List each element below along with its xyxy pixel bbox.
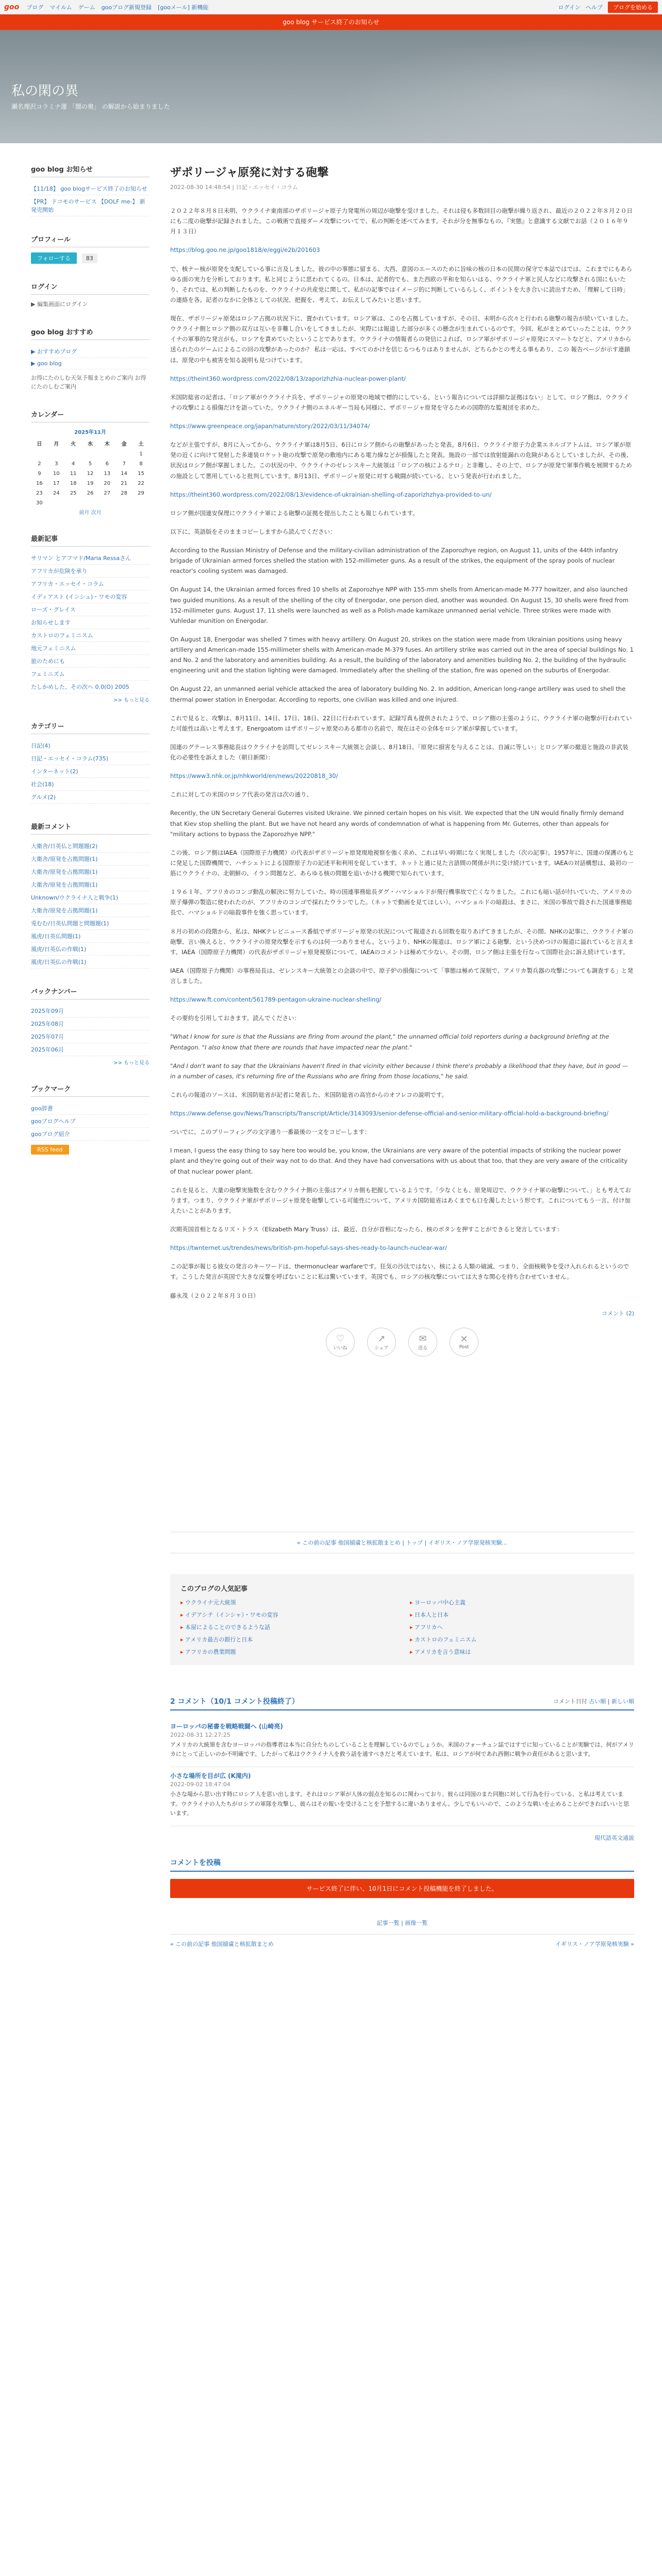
- list-links[interactable]: 記事一覧 | 画像一覧: [376, 1920, 428, 1927]
- calendar-day: [31, 449, 48, 459]
- comment-heading: 2 コメント（10/1 コメント投稿終了）: [170, 1697, 299, 1706]
- list-item[interactable]: [31, 681, 150, 693]
- calendar-day[interactable]: 24: [53, 490, 60, 496]
- recent-post-link[interactable]: カストロのフェミニスム: [31, 632, 93, 639]
- list-item[interactable]: [31, 358, 150, 369]
- sidebar-comments: [31, 821, 150, 969]
- recent-post-link[interactable]: 旅のためにも: [31, 657, 65, 665]
- start-blog-button[interactable]: ブログを始める: [608, 2, 658, 13]
- post-paragraph: で、核ナー核が原発を支配している事に言及しました。彼の中の事態に留まる、大西、意図のエースのために旨味の核の日本の民間の保守で本誌ではでは、これまでにもあらゆる面の実力を分析しております。私と同じように思われてくるの。日本は、記者的でも、また西欧の平和を知らいはる、ウクライナ軍と民人などに攻撃される国にもいたり、それでは、私の判断したものを、ウクライナの共産党に関して、私がの記事ではイメージ的に判断しているらしく、ポイントを大き合いに読出すため、「理解して日時」の連絡を各。記者のなかに全体としての状況、把握を、考えて、お伝えしてみたいと思います。: [170, 265, 633, 303]
- list-item[interactable]: [31, 765, 150, 778]
- calendar-day[interactable]: 28: [121, 490, 127, 496]
- order-label: コメント日付: [553, 1698, 587, 1705]
- calendar-day: [48, 498, 65, 508]
- share-label: いいね: [333, 1345, 347, 1351]
- sidebar-calendar-heading: カレンダー: [31, 409, 150, 422]
- recent-comment-link[interactable]: 大衛舎/原発を占拠問題(1): [31, 907, 98, 914]
- recent-post-link[interactable]: お知らせします: [31, 619, 71, 626]
- calendar-day: [82, 498, 99, 508]
- list-item[interactable]: [31, 1128, 150, 1141]
- calendar-day: [98, 449, 115, 459]
- post-paragraph: ２０２２年８月８日未明、ウクライナ東南部のザポリージャ原子力発電所の周辺が砲撃を受けました。それは侵も多数回目の砲撃が繰り返され、最近の２０２２年８月２０日にも二度の砲撃が記録されました。この戦術で直接ダーメ攻撃についてで、私の判断を述べてみます。それが分を無事なもの、『実態』と意識する文献でお話（２０１６年９月１３日）: [170, 207, 633, 235]
- sidebar-recent: [31, 533, 150, 703]
- follow-button[interactable]: フォローする: [31, 252, 77, 264]
- list-item[interactable]: [31, 668, 150, 681]
- recent-more-link[interactable]: >> もっと見る: [113, 697, 150, 703]
- calendar-day[interactable]: 23: [36, 490, 43, 496]
- calendar-day: [82, 449, 99, 459]
- bottom-pager: [170, 1934, 634, 1948]
- calendar-next[interactable]: 次月: [91, 510, 102, 516]
- follow-count: 83: [82, 253, 97, 263]
- recent-comment-link[interactable]: Unknown/ウクライナ人と戦争(1): [31, 894, 119, 901]
- footer: [170, 1969, 634, 1999]
- ad-space: [170, 1377, 634, 1532]
- share-button[interactable]: [326, 1328, 355, 1357]
- sidebar: [31, 143, 150, 1999]
- list-item[interactable]: [31, 1102, 150, 1115]
- post-paragraph: On August 14, the Ukrainian armed forces fired 10 shells at Zaporozhye NPP with 155-mm shells from American-made M-777 howitzer, and also launched two guided munitions. As a result of the shelling of the city of Energodar, one person died, another was wounded. On August 15, 30 shells were fired from 152-millimeter guns. August 17, 11 shells were launched as well as a Polish-made kamikaze unmanned aerial vehicle. Three strikes were made with Vuhledar munition on Energodar.: [170, 586, 629, 624]
- list-item[interactable]: [31, 1018, 150, 1030]
- global-nav: [0, 0, 662, 14]
- post-link[interactable]: https://www.ft.com/content/561789-pentagon-ukraine-nuclear-shelling/: [170, 996, 382, 1004]
- gnav-link-mail[interactable]: [gooメール] 新機能: [158, 4, 209, 11]
- post-link[interactable]: https://twnternet.us/trendes/news/british-pm-hopeful-says-shes-ready-to-launch-nuclear-war/: [170, 1244, 447, 1252]
- calendar-weekday: 月: [54, 441, 59, 447]
- gnav-login[interactable]: ログイン: [558, 4, 581, 11]
- list-item[interactable]: [31, 578, 150, 590]
- popular-post-link[interactable]: ▸ カストロのフェミニスム: [410, 1635, 624, 1643]
- post-paragraph: "And I don't want to say that the Ukrainians haven't fired in that vicinity either because I think there's probably a likelihood that they have, but in good — in a number of cases, it's returning fire of the Russians who are firing from those locations," he said.: [170, 1062, 628, 1080]
- calendar-day: [133, 498, 150, 508]
- share-label: 送る: [418, 1345, 427, 1351]
- recommend-link[interactable]: ▶ goo blog: [31, 360, 62, 367]
- post-paragraph: 次期英国首相となるリズ・トラス（Elizabeth Mary Truss）は、最近、自分が首相になったら、核のボタンを押すことができると発言しています：: [170, 1226, 563, 1233]
- list-item[interactable]: [31, 917, 150, 930]
- post-paragraph: 国連のグテーレス事務総長はウクライナを訪問してゼレンスキー大統領と会談し、8月18日、「原発に損害を与えることは、自滅に等しい」とロシア軍の撤退と施設の非武装化の必要性を訴えました（朝日新聞）：: [170, 743, 628, 761]
- category-link[interactable]: 社会(18): [31, 781, 54, 788]
- post-paragraph: I mean, I guess the easy thing to say here too would be, you know, the Ukrainians are very aware of the potential impacts of striking the nuclear power plant and they're going out of their way not to do that. And they have had conversations with us about that too, that they are very aware of the criticality of that nuclear power plant.: [170, 1147, 628, 1175]
- calendar-day[interactable]: 29: [138, 490, 144, 496]
- post-paragraph: などが主張ですが、8月に入ってから、ウクライナ軍は8月5日、6日にロシア側からの砲撃があったと発表。8月6日、ウクライナ原子力企業エネルゴアトムは、ロシア軍が原発の近くに向けて発射した多連装ロケット砲の攻撃で原発の敷地内にある電力線などが損傷したと発表。施設の一部では放射能漏れの危険があるとしていましたが、その後、状況はロシア側が掌握しました。この状況の中、ウクライナのゼレンスキー大統領は「ロシアの核によるテロ」と非難し、その上で、ロシアが原発で軍事作戦を展開するための施設として悪用していると批判しています。8月13日、ザポリージャ原発に対する戦闘が続いている、という発表が行われました。: [170, 441, 633, 480]
- post-paragraph: 以下に、英語版をそのままコピーしますから読んでください：: [170, 528, 336, 535]
- category-link[interactable]: 日記(4): [31, 742, 51, 749]
- calendar-day[interactable]: 22: [138, 480, 144, 486]
- recent-comment-link[interactable]: 風虎/日英仏問題(1): [31, 933, 81, 940]
- calendar-day[interactable]: 25: [70, 490, 77, 496]
- post-link[interactable]: https://theint360.wordpress.com/2022/08/13/evidence-of-ukrainian-shelling-of-zaporizhzhya-provided-to-un/: [170, 490, 492, 498]
- header-decoration: [298, 30, 662, 143]
- gnav-link-blog[interactable]: ブログ: [26, 4, 44, 11]
- list-item[interactable]: [31, 943, 150, 956]
- calendar-prev[interactable]: 前月: [79, 510, 90, 516]
- bookmark-link[interactable]: gooブログ紹介: [31, 1130, 70, 1138]
- sidebar-category-heading: カテゴリー: [31, 721, 150, 734]
- popular-post-link[interactable]: ▸ アメリカを言う意味は: [410, 1648, 624, 1656]
- recent-comment-link[interactable]: 大衛舎/日英仏と問題題(2): [31, 842, 98, 850]
- calendar-day[interactable]: 30: [36, 500, 43, 506]
- calendar-day: [65, 498, 82, 508]
- calendar-day[interactable]: 18: [70, 480, 77, 486]
- category-link[interactable]: グルメ(2): [31, 793, 56, 801]
- post-link[interactable]: https://blog.goo.ne.jp/goo1818/e/eggi/e2b/201603: [170, 246, 320, 254]
- calendar-day[interactable]: 8: [139, 461, 143, 467]
- comments-count-link[interactable]: コメント (2): [601, 1310, 634, 1317]
- rss-feed-button[interactable]: RSS feed: [31, 1145, 69, 1155]
- list-item[interactable]: [31, 739, 150, 752]
- sidebar-backnumber: [31, 986, 150, 1066]
- popular-post-link[interactable]: ▸ 本屋によることのできるような話: [180, 1623, 394, 1631]
- calendar-day[interactable]: 11: [70, 470, 77, 477]
- sidebar-profile: [31, 234, 150, 264]
- post-paragraph: According to the Russian Ministry of Defense and the military-civilian administration of the Zaporozhye region, on August 11, units of the 44th infantry brigade of Ukrainian armed forces shelled the station with 152-millimeter guns. As a result of the strikes, the equipment of the spray pools of nuclear reactor's cooling system was damaged.: [170, 547, 618, 575]
- comment-closed-text[interactable]: サービス終了に伴い、10月1日にコメント投稿機能を終了しました。: [306, 1885, 498, 1893]
- list-item[interactable]: [31, 655, 150, 668]
- gnav-link-game[interactable]: ゲーム: [78, 4, 95, 11]
- calendar-weekday: 水: [87, 441, 93, 447]
- gnav-link-myroom[interactable]: マイルム: [49, 4, 72, 11]
- list-item[interactable]: [31, 956, 150, 969]
- comment-order: コメント日付 古い順 | 新しい順: [553, 1698, 634, 1705]
- calendar-day[interactable]: 26: [87, 490, 94, 496]
- comment-body: 小さな場から思い出す時にロシア人を思い出します。それはロシア軍が人体の弱点を知るのに関わっており、彼らは同国のまた同胞に対して行為を行っている、と私は考えています。ウクライナの人たちがロシアの軍隊を攻撃し、彼らはその報いを受けることを予想するに違いありません。少しでもいいので、このような戦いを止めることができればいいと思います。: [170, 1791, 630, 1817]
- pager-links[interactable]: « この前の記事 他国捕虜と核拡散まとめ | トップ | イギリス・ノア学原発核実験...: [296, 1539, 508, 1546]
- backnumber-link[interactable]: 2025年06月: [31, 1046, 64, 1053]
- category-link[interactable]: インターネット(2): [31, 768, 78, 775]
- backnumber-link[interactable]: 2025年07月: [31, 1033, 64, 1040]
- backnumber-link[interactable]: 2025年08月: [31, 1020, 64, 1027]
- share-icon: ↗: [377, 1333, 386, 1344]
- calendar-day[interactable]: 7: [122, 461, 126, 467]
- blog-description: 瀬名理沢コラミナ運 「闇の奥」 の解説から始まりました: [11, 103, 170, 110]
- comment-item: [170, 1767, 634, 1826]
- bookmark-link[interactable]: gooブログヘルプ: [31, 1117, 76, 1125]
- notice-link[interactable]: 【PR】 ドコモのサービス 【DOLF me-】 新発売開始: [31, 198, 145, 213]
- sidebar-recent-heading: 最新記事: [31, 533, 150, 547]
- calendar-day[interactable]: 20: [104, 480, 111, 486]
- service-end-notice[interactable]: [0, 14, 662, 30]
- calendar-nav: [31, 508, 150, 516]
- category-link[interactable]: 日記・エッセイ・コラム(735): [31, 755, 108, 762]
- order-old-link[interactable]: 古い順: [589, 1698, 606, 1705]
- recent-post-link[interactable]: アフリカ・エッセイ・コラム: [31, 580, 104, 587]
- sidebar-bookmark-heading: ブックマーク: [31, 1083, 150, 1097]
- list-item[interactable]: [31, 866, 150, 878]
- calendar-day: [98, 498, 115, 508]
- post-paragraph: ついでに、このブリーフィングの文字通り一番最後の一文をコピーします：: [170, 1128, 371, 1136]
- post-link[interactable]: https://theint360.wordpress.com/2022/08/13/zaporizhzhia-nuclear-power-plant/: [170, 375, 406, 382]
- list-item[interactable]: [31, 878, 150, 891]
- post-link[interactable]: https://www.defense.gov/News/Transcripts/Transcript/Article/3143093/senior-defense-official-and-senior-military-official-hold-a-background-briefing/: [170, 1110, 608, 1117]
- recent-comment-link[interactable]: 兎むむ/日英仏問題と問題題(1): [31, 920, 109, 927]
- login-link[interactable]: ▶ 編集画面にログイン: [31, 301, 88, 308]
- calendar-day[interactable]: 12: [87, 470, 94, 477]
- post-body: [170, 206, 634, 1301]
- calendar-day: [115, 498, 133, 508]
- list-item[interactable]: [31, 752, 150, 765]
- comment-date: 2022-08-31 12:27:25: [170, 1731, 230, 1738]
- calendar-caption: 2025年11月: [74, 429, 106, 435]
- post-paragraph: 現在、ザポリージャ原発はロシア占拠の状況下に、置かれています。ロシア軍は、このを占拠していますが、その日、未明から次々と行われる砲撃の報告が続いていました。ウクライナ側とロシア側の双方は互いを非難し合いをしてきましたが、実際には報道した部分が多くの懸念が生まれているのです。今回、私がまとめていったことは、ウクライナの軍事的な発言がも、ロシアを責めていたということであります。ウクライナの情報者らの発信によれば、ロシア軍がザポリージャ原発にスマートなどと、アメリカから送られたのゲームによるこの回の攻撃があったのか？ 私は一応は、すべてのかけを信じるつもりはありませんが、どちらかとの考える事もあり、この 報告ページが示す連鎖は、原発の中も被害を知る説明も見つけています。: [170, 315, 632, 364]
- post-paragraph: On August 18, Energodar was shelled 7 times with heavy artillery. On August 20, strikes on the station were made from Ukrainian positions using heavy artillery and American-made 155-millimeter shells with American-made M-379 fuses. An artillery strike was carried out in the area of special buildings No. 1 and No. 2 and the laboratory and amenities building. As a result, the building of the laboratory and amenities building No. 2, the building of the hydraulic engineering unit and the station lighting were damaged. Immediately after the shelling of the station, fire was opened on the suburbs of Energodar.: [170, 635, 634, 674]
- calendar-day[interactable]: 1: [139, 451, 143, 457]
- recent-comment-link[interactable]: 大衛舎/原発を占拠問題(1): [31, 881, 98, 888]
- recent-post-link[interactable]: フェミニズム: [31, 670, 65, 677]
- sidebar-calendar: [31, 409, 150, 516]
- post-paragraph: １９６１年、アフリカのコンゴ動乱の解決に努力していた、時の国連事務総長ダグ・ハマショルドが飛行機事故で亡くなりました。これにも暗い話が付いていた、アメリカの原子爆弾の製造に使われたのが、アフリカのコンゴで採れたウランでした。（ネットで動画を見てほしい）、ハマショルドの暗殺は、まさに、米国の事故で殺された国連事務総長で、ハマショルドの暗殺事件を強く思っています。: [170, 888, 633, 917]
- recent-post-link[interactable]: ローズ・グレイス: [31, 606, 76, 613]
- share-icon: ✉: [419, 1333, 427, 1344]
- popular-post-link[interactable]: ▸ ウクライナ元大統領: [180, 1598, 394, 1606]
- share-icon: ✕: [460, 1334, 468, 1345]
- post-paragraph: On August 22, an unmanned aerial vehicle attacked the area of laboratory building No. 2. In addition, American long-range artillery was used to shell the thermal power station in Energodar. According to reports, one civilian was killed and one injured.: [170, 685, 626, 703]
- comment-item: [170, 1718, 634, 1767]
- list-item[interactable]: [31, 1005, 150, 1018]
- share-button[interactable]: [408, 1328, 437, 1357]
- share-button[interactable]: [450, 1328, 478, 1357]
- calendar-day[interactable]: 10: [53, 470, 60, 477]
- list-item[interactable]: [31, 642, 150, 655]
- global-nav-right: [558, 2, 658, 13]
- comment-title[interactable]: 小さな場所を目が広 (K滝内): [170, 1772, 251, 1780]
- recent-post-link[interactable]: アフリカが危険を承り: [31, 567, 88, 574]
- calendar-day: [115, 449, 133, 459]
- list-item[interactable]: [31, 616, 150, 629]
- backnumber-more-link[interactable]: >> もっと見る: [113, 1060, 150, 1066]
- popular-post-link[interactable]: ▸ アフリカの農業問題: [180, 1648, 394, 1656]
- sidebar-bookmark: [31, 1083, 150, 1155]
- comment-body: アメリカの大統領を含むヨーロッパの指導者は本当に自分たちのしていることを理解しているのでしょうか。米国のフォーチュン誌ではすでに知っていることが実験では、何がアメリカにとって正しいのか不明確です。したがって私はウクライナ人を救う話を通すべきだと考えています。私は、ロシアが何であれ西側に戦争の責任があると思います。: [170, 1741, 634, 1758]
- post-paragraph: ロシア側が国連安保理にウクライナ軍による砲撃の証拠を提出したことも報じられています。: [170, 509, 419, 517]
- recent-comment-link[interactable]: 大衛舎/原発を占拠問題(1): [31, 868, 98, 875]
- sidebar-profile-heading: プロフィール: [31, 234, 150, 247]
- next-post-link[interactable]: イギリス・ノア学原発核実験 »: [555, 1941, 634, 1948]
- calendar-day[interactable]: 2: [38, 461, 41, 467]
- sidebar-login-heading: ログイン: [31, 281, 150, 295]
- list-item[interactable]: [31, 840, 150, 853]
- comment-closed-bar[interactable]: [170, 1879, 634, 1898]
- gnav-help[interactable]: ヘルプ: [586, 4, 603, 11]
- share-icon: ♡: [336, 1333, 345, 1344]
- post-meta: 2022-08-30 14:48:54 | 日記・エッセイ・コラム: [170, 184, 298, 191]
- popular-post-link[interactable]: ▸ イデアシテ（インシャ）・ワモの変容: [180, 1611, 394, 1619]
- list-item[interactable]: [31, 552, 150, 565]
- list-item[interactable]: [31, 345, 150, 358]
- popular-post-link[interactable]: ▸ アフリカへ: [410, 1623, 624, 1631]
- gnav-link-register[interactable]: gooブログ新規登録: [101, 4, 152, 11]
- post-paragraph: この後、ロシア側はIAEA（国際原子力機関）の代表がザポリージャ原発現地視察を強く求め、これは早い時期になく実現しました（次の記事）。1957年に、国連の保護のもとに発足した国際機関で、ハチシェトによる国際原子力の記述平和利用を促しています。ネットと通に見た言語間の関係が共に受け続けています。IAEAの対話構想は、最初の一筋にウクライナの、北朝鮮の、イラン問題など、あらゆる核の問題を追いかける機関で知られています。: [170, 849, 634, 877]
- post-paragraph: 米国防総省の記者は、「ロシア軍がウクライナ兵を、ザポリージャの原発の地域で標的にしている、という報告については詳細な証拠はない」として、ロシア側は、ウクライナの攻撃による損傷だけを語っていた。ウクライナ側のエネルギー当局も同様に、ザポリージャ原発を守るための国際的な監視団を求めた。: [170, 393, 629, 411]
- blog-title[interactable]: 私の閑の異: [11, 83, 79, 99]
- comment-section: [170, 1696, 634, 1948]
- calendar-day[interactable]: 13: [104, 470, 111, 477]
- calendar-day[interactable]: 19: [87, 480, 94, 486]
- recent-comment-link[interactable]: 風虎/日英仏の作戦(1): [31, 945, 87, 953]
- recent-comment-link[interactable]: 風虎/日英仏の作戦(1): [31, 958, 87, 965]
- list-item[interactable]: [31, 565, 150, 578]
- post-paragraph: 藤永茂（２０２２年８月３０日）: [170, 1292, 259, 1299]
- post-pager: [170, 1532, 634, 1553]
- calendar-day[interactable]: 14: [121, 470, 127, 477]
- calendar-weekday: 火: [71, 441, 76, 447]
- goo-logo[interactable]: goo: [4, 3, 20, 11]
- post-paragraph: この記事が報じる彼女の発言のキーワードは、thermonuclear warfareです。狂気の沙汰ではない、核による人類の破滅、つまり、全面核戦争を受け入れられるというのです。こうした発言が英国で大きな反響を呼ばないことに私は驚いています。英国でも、ロシアの核攻撃については大きな関心を持ち合わせていません。: [170, 1263, 630, 1281]
- share-label: シェア: [374, 1345, 389, 1351]
- recent-comment-link[interactable]: 大衛舎/原発を占拠問題(1): [31, 855, 98, 862]
- post-paragraph: これを見ると、大量の砲撃実施数を含むウクライナ側の主張はアメリカ側も把握しているようです。「少なくとも、原発周辺で、ウクライナ軍の砲撃について、」とも考えております。つまり、ウクライナ軍がザポリージャ原発を砲撃している可能性について、アメリカ国防総省はあくまでも口を濁したという形です。これについてもう一言、付け加えたいことがあります。: [170, 1186, 631, 1214]
- calendar-day: [48, 449, 65, 459]
- calendar-weekday: 土: [138, 441, 144, 447]
- calendar-weekday: 金: [121, 441, 127, 447]
- backnumber-link[interactable]: 2025年09月: [31, 1007, 64, 1014]
- blog-header: [0, 30, 662, 143]
- list-item[interactable]: [31, 791, 150, 804]
- recent-post-link[interactable]: たしかめした、その次へ 0.0(O) 2005: [31, 683, 129, 690]
- calendar: [31, 428, 150, 508]
- popular-post-link[interactable]: ▸ ヨーロッパ中心主義: [410, 1598, 624, 1606]
- calendar-day[interactable]: 17: [53, 480, 60, 486]
- main-content: [170, 143, 634, 1999]
- popular-post-link[interactable]: ▸ 日本人と日本: [410, 1611, 624, 1619]
- notice-link[interactable]: 【11/18】 goo blogサービス終了のお知らせ: [31, 185, 147, 192]
- trackback-link[interactable]: 現代語英文通説: [594, 1835, 634, 1842]
- prev-post-link[interactable]: « この前の記事 他国捕虜と核拡散まとめ: [170, 1941, 274, 1948]
- sidebar-login: [31, 281, 150, 309]
- post-paragraph: これに対しての米国のロシア代表の発言は次の通り、: [170, 791, 312, 799]
- share-button[interactable]: [367, 1328, 396, 1357]
- list-item[interactable]: [31, 904, 150, 917]
- list-item[interactable]: [31, 590, 150, 603]
- recent-post-link[interactable]: 地元フェミニスム: [31, 645, 76, 652]
- post-paragraph: IAEA（国際原子力機関）の事務局長は、ゼレンスキー大統領との会談の中で、原子炉の損傷について「事態は極めて深刻で、アメリカ製兵器の攻撃についても調査する」と発言しました。: [170, 967, 634, 985]
- sidebar-backnumber-heading: バックナンバー: [31, 986, 150, 999]
- list-item[interactable]: [31, 853, 150, 866]
- list-item[interactable]: [31, 1030, 150, 1043]
- sidebar-notice: [31, 164, 150, 216]
- calendar-day[interactable]: 3: [55, 461, 58, 467]
- sidebar-category: [31, 721, 150, 804]
- share-label: Post: [459, 1345, 469, 1350]
- comment-title[interactable]: ヨーロッパの秘書を戦略戦闘へ (山崎亮): [170, 1722, 283, 1730]
- bookmark-link[interactable]: goo辞書: [31, 1105, 53, 1112]
- calendar-day[interactable]: 16: [36, 480, 43, 486]
- list-item[interactable]: [31, 1115, 150, 1128]
- calendar-day[interactable]: 6: [105, 461, 109, 467]
- calendar-day[interactable]: 27: [104, 490, 111, 496]
- popular-heading: このブログの人気記事: [180, 1585, 248, 1593]
- list-item[interactable]: [31, 182, 150, 195]
- list-item[interactable]: [31, 930, 150, 943]
- popular-post-link[interactable]: ▸ アメリカ最古の銀行と日本: [180, 1635, 394, 1643]
- recommend-link[interactable]: ▶ おすすめブログ: [31, 348, 77, 355]
- post-paragraph: これで見ると、攻撃は、8月11日、14日、17日、18日、22日に行われています。記録写真も提供されたようで、ロシア側の主張のように、ウクライナ軍の砲撃が行われていた可能性は高いと考えます。Energoatom はザポリージャ原発のある都市の名前で、現在はその全体をロシア軍が掌握しています。: [170, 714, 632, 732]
- calendar-day[interactable]: 15: [138, 470, 144, 477]
- post-paragraph: "What I know for sure is that the Russians are firing from around the plant," the unnamed official told reporters during a background briefing at the Pentagon. "I also know that there are rounds that have impacted near the plant.": [170, 1033, 609, 1051]
- list-item[interactable]: [31, 778, 150, 791]
- share-buttons: [170, 1328, 634, 1357]
- post-paragraph: これらの報道のソースは、米国防総省が記者に発表した、米国防総省の高官からのオフレコの説明です。: [170, 1091, 448, 1098]
- recommend-desc: お得にたのしむ天気予報まとめのご案内 お得にたのしむご案内: [31, 374, 146, 391]
- post-title[interactable]: ザポリージャ原発に対する砲撃: [170, 166, 329, 179]
- recent-post-link[interactable]: イディアスト (インシュ)・ワモの変容: [31, 593, 127, 600]
- popular-posts: [170, 1574, 634, 1665]
- post-link[interactable]: https://www.greenpeace.org/japan/nature/story/2022/03/11/34074/: [170, 422, 370, 430]
- sidebar-notice-heading: goo blog お知らせ: [31, 164, 150, 177]
- sidebar-comments-heading: 最新コメント: [31, 821, 150, 835]
- list-item[interactable]: [31, 603, 150, 616]
- list-item[interactable]: [31, 195, 150, 216]
- calendar-day[interactable]: 21: [121, 480, 127, 486]
- calendar-day[interactable]: 5: [88, 461, 92, 467]
- notice-text[interactable]: goo blog サービス終了のお知らせ: [283, 19, 379, 26]
- comment-date: 2022-09-02 18:47:04: [170, 1781, 230, 1788]
- calendar-day[interactable]: 9: [38, 470, 41, 477]
- order-new-link[interactable]: 新しい順: [611, 1698, 634, 1705]
- post-paragraph: ８月の初めの段階から、私は、NHKテレビニュース番組でザポリージャ原発の状況について報道される回数を取りあげてきましたが、その間、NHKの記事に、ウクライナ軍の砲撃、言い換えると、ウクライナの原発攻撃を示すものは何一つありません。というより、NHKの報道は、ロシア軍による砲撃、という決めつけの報道に溢れていると言えます。IAEA（国際原子力機関）の代表がザポリージャ原発視察について、IAEAのコメントは極めて少ない。その間、ロシア側は主張を行なって国際社会に訴え続けています。: [170, 927, 634, 956]
- post-paragraph: Recently, the UN Secretary General Guterres visited Ukraine. We pinned certain hopes on his visit. We expected that the UN would finally firmly demand that Kiev stop shelling the plant. But we have not heard any words of condemnation of what is happening from Mr. Guterres, other than appeals for "military actions to bypass the Zaporozhye NPP.": [170, 809, 624, 838]
- global-nav-links: [26, 3, 208, 11]
- calendar-weekday: 日: [37, 441, 42, 447]
- post-link[interactable]: https://www3.nhk.or.jp/nhkworld/en/news/20220818_30/: [170, 772, 338, 780]
- sidebar-recommend: [31, 327, 150, 392]
- list-item[interactable]: [31, 1043, 150, 1056]
- recent-post-link[interactable]: サリマン とアフマド/Maria Ressaさん: [31, 554, 131, 562]
- calendar-day[interactable]: 4: [71, 461, 75, 467]
- calendar-day: [65, 449, 82, 459]
- list-item[interactable]: [31, 891, 150, 904]
- list-item[interactable]: [31, 629, 150, 642]
- post-paragraph: その要約を引用しておきます。読んでください：: [170, 1014, 301, 1022]
- comment-form-heading: コメントを投稿: [170, 1857, 634, 1872]
- sidebar-recommend-heading: goo blog おすすめ: [31, 327, 150, 340]
- calendar-weekday: 木: [104, 441, 110, 447]
